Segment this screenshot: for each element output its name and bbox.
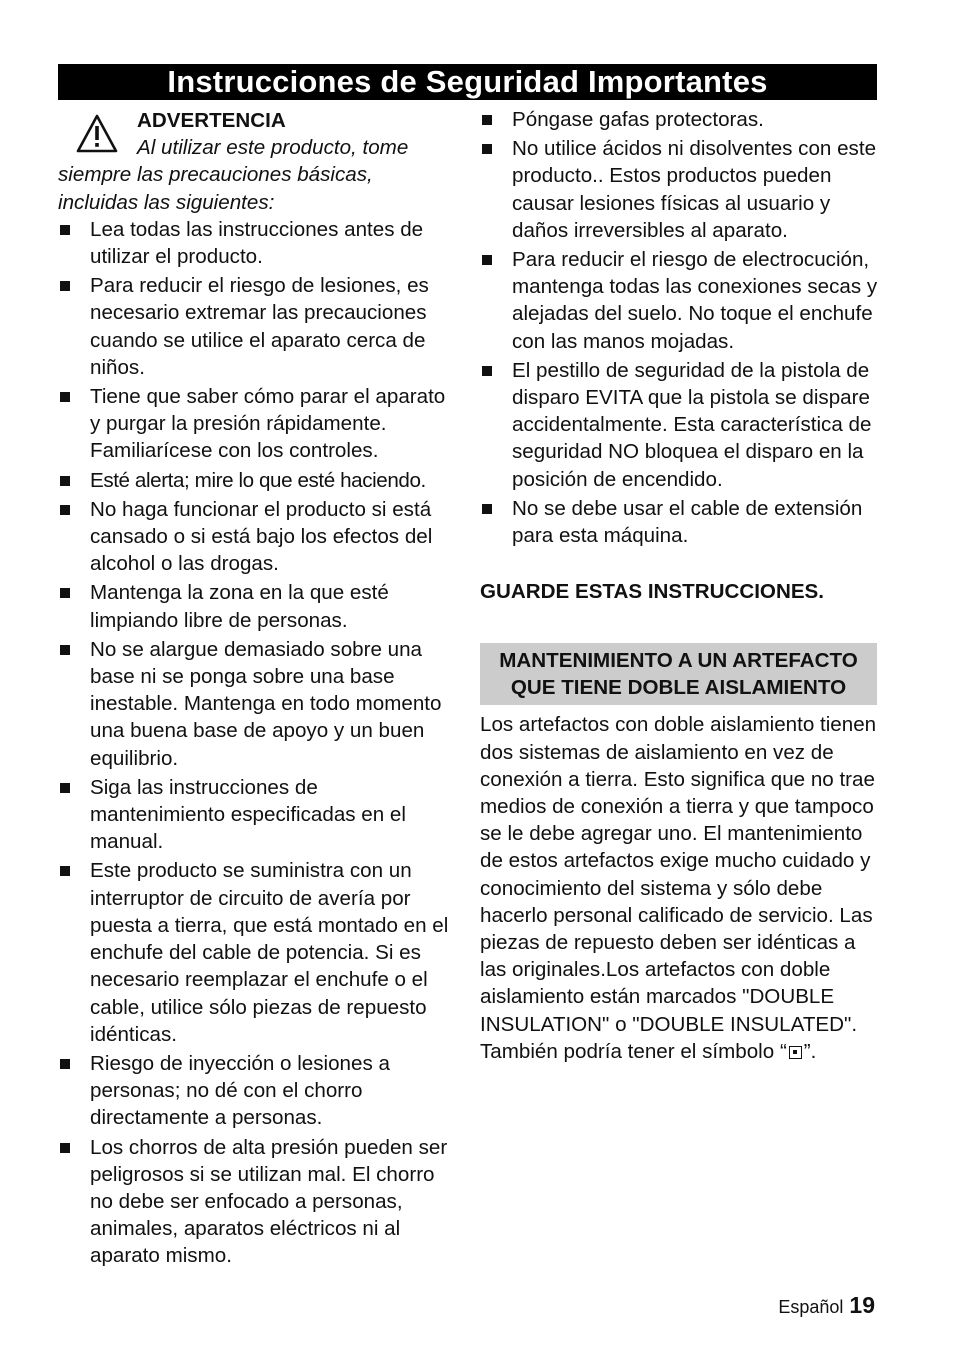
warning-text: Al utilizar este producto, tome siempre las precauciones básicas, incluidas las siguientes: [58, 136, 409, 214]
list-item: Para reducir el riesgo de electrocución, mantenga todas las conexiones secas y alejadas del suelo. No toque el enchufe con las manos mojadas. [480, 246, 880, 355]
list-item: El pestillo de seguridad de la pistola de disparo EVITA que la pistola se dispare accidentalmente. Esta característica de seguridad NO bloquea el disparo en la posición de encendido. [480, 357, 880, 493]
save-instructions-heading: GUARDE ESTAS INSTRUCCIONES. [480, 580, 825, 604]
symbol-close-quote: ”. [803, 1039, 817, 1063]
page-number: 19 [849, 1292, 875, 1318]
warning-block [58, 106, 458, 216]
warning-heading: ADVERTENCIA [137, 109, 286, 132]
double-insulation-symbol-icon [789, 1046, 802, 1059]
list-item: Tiene que saber cómo parar el aparato y purgar la presión rápidamente. Familiarícese con los controles. [58, 383, 458, 465]
maintenance-heading [480, 643, 877, 705]
left-column [58, 106, 458, 1272]
right-bullet-list [480, 106, 880, 549]
page-title: Instrucciones de Seguridad Importantes [58, 64, 877, 100]
list-item: Riesgo de inyección o lesiones a personas; no dé con el chorro directamente a personas. [58, 1050, 458, 1132]
list-item: Esté alerta; mire lo que esté haciendo. [58, 467, 458, 494]
left-bullet-list [58, 216, 458, 1270]
footer-language: Español [778, 1297, 844, 1317]
list-item: Este producto se suministra con un interruptor de circuito de avería por puesta a tierra, que está montado en el enchufe del cable de potencia. Si es necesario reemplazar el enchufe o el cable, utilice sólo piezas de repuesto idénticas. [58, 857, 458, 1047]
maintenance-heading-line1: MANTENIMIENTO A UN ARTEFACTO [499, 649, 858, 673]
list-item: Lea todas las instrucciones antes de utilizar el producto. [58, 216, 458, 270]
list-item: No se debe usar el cable de extensión para esta máquina. [480, 495, 880, 549]
maintenance-heading-line2: QUE TIENE DOBLE AISLAMIENTO [510, 676, 847, 700]
list-item: No utilice ácidos ni disolventes con este producto.. Estos productos pueden causar lesiones físicas al usuario y daños irreversibles al aparato. [480, 135, 880, 244]
list-item: Los chorros de alta presión pueden ser peligrosos si se utilizan mal. El chorro no debe ser enfocado a personas, animales, aparatos eléctricos ni al aparato mismo. [58, 1134, 458, 1270]
right-column [480, 106, 880, 1065]
list-item: No se alargue demasiado sobre una base ni se ponga sobre una base inestable. Mantenga en todo momento una buena base de apoyo y un buen equilibrio. [58, 636, 458, 772]
list-item: Para reducir el riesgo de lesiones, es necesario extremar las precauciones cuando se utilice el aparato cerca de niños. [58, 272, 458, 381]
maintenance-paragraph [480, 711, 880, 1065]
list-item: Siga las instrucciones de mantenimiento especificadas en el manual. [58, 774, 458, 856]
maintenance-paragraph-text: Los artefactos con doble aislamiento tienen dos sistemas de aislamiento en vez de conexión a tierra. Esto significa que no trae medios de conexión a tierra y que tampoco se le debe agregar uno. El mantenimiento de estos artefactos exige mucho cuidado y conocimiento del sistema y sólo debe hacerlo personal calificado de servicio. Las piezas de repuesto deben ser idénticas a las originales.Los artefactos con doble aislamiento están marcados "DOUBLE INSULATION" o "DOUBLE INSULATED". También podría tener el símbolo [480, 713, 877, 1063]
symbol-open-quote: “ [779, 1039, 787, 1063]
page-footer [778, 1292, 875, 1319]
list-item: Mantenga la zona en la que esté limpiando libre de personas. [58, 579, 458, 633]
list-item: No haga funcionar el producto si está cansado o si está bajo los efectos del alcohol o las drogas. [58, 496, 458, 578]
list-item: Póngase gafas protectoras. [480, 106, 880, 133]
warning-triangle-icon [76, 114, 118, 154]
